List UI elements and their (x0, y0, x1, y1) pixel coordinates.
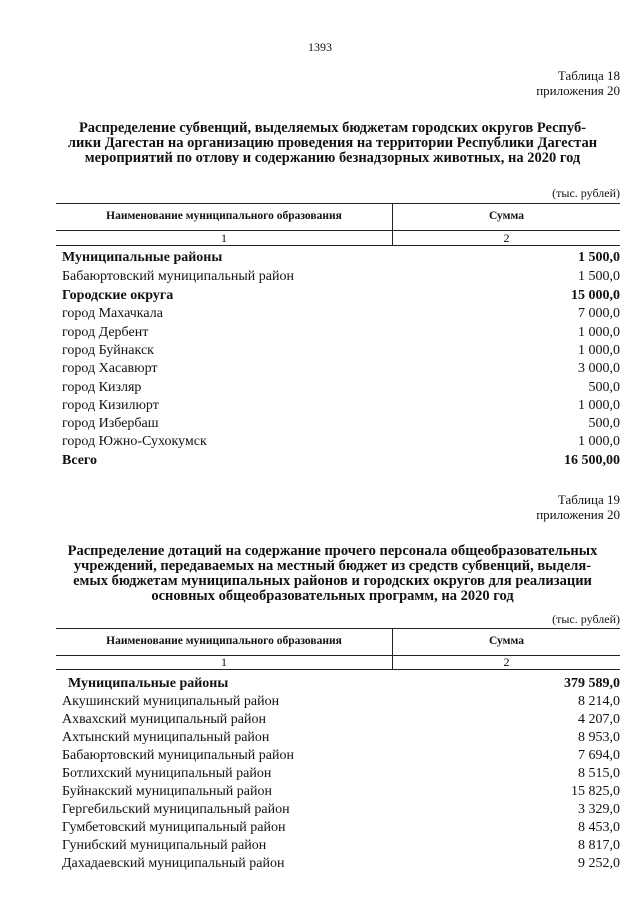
page-number: 1393 (308, 40, 332, 54)
table19-ref-line1: Таблица 19 (557, 492, 620, 507)
row-name: Ахвахский муниципальный район (62, 712, 266, 728)
row-name: Гумбетовский муниципальный район (62, 820, 286, 836)
table-row (62, 433, 620, 452)
row-name: город Южно-Сухокумск (62, 434, 207, 450)
table-row (62, 249, 620, 268)
row-value: 3 329,0 (578, 802, 620, 818)
table-row (62, 801, 620, 820)
table18-title-line: мероприятий по отлову и содержанию безнадзорных животных, на 2020 год (84, 150, 581, 166)
table-row (62, 268, 620, 287)
row-name: город Кизилюрт (62, 398, 159, 414)
row-value: 500,0 (588, 416, 620, 432)
row-value: 4 207,0 (578, 712, 620, 728)
row-name: Гунибский муниципальный район (62, 838, 267, 854)
row-value: 500,0 (588, 380, 620, 396)
table19-header-sum: Сумма (489, 635, 524, 647)
table18-ref-line1: Таблица 18 (557, 68, 620, 83)
row-name: Дахадаевский муниципальный район (62, 856, 285, 872)
row-value: 8 515,0 (578, 766, 620, 782)
table18-col1: 1 (221, 231, 227, 245)
table18-title (45, 121, 620, 166)
table19-units: (тыс. рублей) (552, 612, 620, 626)
table19-title-line: емых бюджетам муниципальных районов и городских округов для реализации (73, 573, 592, 589)
table-row (62, 783, 620, 802)
table19-title-line: учреждений, передаваемых на местный бюджет из средств субвенций, выделя- (73, 558, 592, 574)
table19-title-line: Распределение дотаций на содержание прочего персонала общеобразовательных (67, 543, 598, 559)
table-row (62, 415, 620, 434)
table-row (62, 855, 620, 874)
row-value: 379 589,0 (564, 676, 620, 692)
row-value: 16 500,00 (564, 453, 620, 469)
row-name: город Избербаш (62, 416, 159, 432)
row-name: Городские округа (62, 288, 174, 304)
row-value: 15 000,0 (571, 288, 620, 304)
row-name: Ботлихский муниципальный район (62, 766, 272, 782)
row-value: 15 825,0 (571, 784, 620, 800)
row-name: город Дербент (62, 325, 149, 341)
table-row (62, 765, 620, 784)
table-row (62, 397, 620, 416)
table-row (62, 837, 620, 856)
row-name: Муниципальные районы (62, 250, 223, 266)
table19-ref-line2: приложения 20 (536, 507, 620, 522)
table18-title-line: Распределение субвенций, выделяемых бюджетам городских округов Респуб- (78, 120, 587, 136)
row-name: город Махачкала (62, 306, 163, 322)
row-name: Всего (62, 453, 97, 469)
row-value: 8 953,0 (578, 730, 620, 746)
row-name: Акушинский муниципальный район (62, 694, 280, 710)
table19-col1: 1 (221, 655, 227, 669)
table-row (62, 287, 620, 306)
table-row (62, 360, 620, 379)
table-row (62, 305, 620, 324)
row-name: Бабаюртовский муниципальный район (62, 269, 294, 285)
table-row (62, 342, 620, 361)
table-row (62, 693, 620, 712)
table-row (62, 379, 620, 398)
row-name: город Буйнакск (62, 343, 154, 359)
table18-units: (тыс. рублей) (552, 186, 620, 200)
table18-title-line: лики Дагестан на организацию проведения на территории Республики Дагестан (67, 135, 598, 151)
table18-ref-line2: приложения 20 (536, 83, 620, 98)
table-row (62, 729, 620, 748)
table-row (62, 452, 620, 471)
table-row (68, 675, 620, 694)
row-value: 1 500,0 (578, 269, 620, 285)
row-value: 8 214,0 (578, 694, 620, 710)
row-name: Ахтынский муниципальный район (62, 730, 270, 746)
row-value: 1 000,0 (578, 343, 620, 359)
row-value: 1 500,0 (578, 250, 620, 266)
row-value: 9 252,0 (578, 856, 620, 872)
table18-header-name: Наименование муниципального образования (106, 210, 342, 222)
row-name: Гергебильский муниципальный район (62, 802, 290, 818)
row-value: 7 694,0 (578, 748, 620, 764)
table18-col2: 2 (503, 231, 510, 245)
table19-title-line: основных общеобразовательных программ, на 2020 год (151, 588, 514, 604)
row-name: Муниципальные районы (68, 676, 229, 692)
row-value: 7 000,0 (578, 306, 620, 322)
table19-reference (536, 492, 620, 522)
table-row (62, 819, 620, 838)
row-value: 1 000,0 (578, 434, 620, 450)
table18-reference (536, 68, 620, 98)
row-name: город Кизляр (62, 380, 142, 396)
table-row (62, 711, 620, 730)
row-value: 8 453,0 (578, 820, 620, 836)
row-value: 1 000,0 (578, 325, 620, 341)
table18-header-sum: Сумма (489, 210, 524, 222)
row-name: Бабаюртовский муниципальный район (62, 748, 294, 764)
row-name: Буйнакский муниципальный район (62, 784, 272, 800)
table19-rule-top (56, 628, 620, 629)
row-value: 1 000,0 (578, 398, 620, 414)
table18-rule-top (56, 203, 620, 204)
row-value: 8 817,0 (578, 838, 620, 854)
table19-col2: 2 (503, 655, 510, 669)
table19-header-name: Наименование муниципального образования (106, 635, 342, 647)
table19-title (45, 544, 620, 604)
table-row (62, 747, 620, 766)
row-value: 3 000,0 (578, 361, 620, 377)
row-name: город Хасавюрт (62, 361, 158, 377)
table-row (62, 324, 620, 343)
